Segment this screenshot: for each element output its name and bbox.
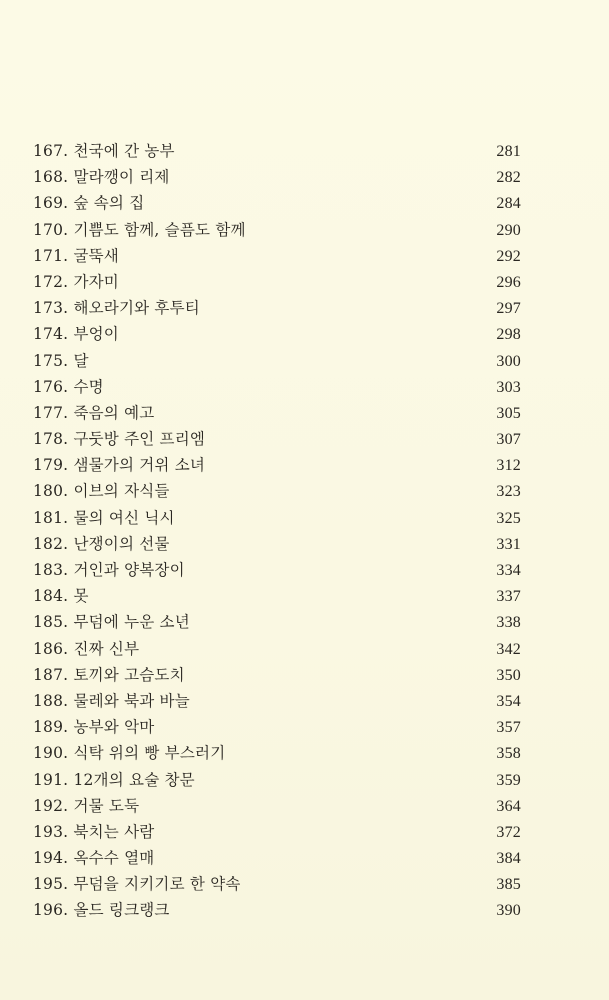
toc-entry-page-number: 357 [496, 719, 521, 737]
toc-entry [33, 793, 521, 819]
toc-entry-page-number: 325 [496, 509, 521, 527]
toc-entry-page-number: 354 [496, 692, 521, 710]
toc-entry-title: 194. 옥수수 열매 [33, 849, 155, 868]
toc-entry-title: 173. 해오라기와 후투티 [33, 299, 200, 318]
toc-entry-page-number: 385 [496, 876, 521, 894]
toc-entry-title: 175. 달 [33, 351, 89, 370]
toc-entry-title: 195. 무덤을 지키기로 한 약속 [33, 875, 241, 894]
toc-entry [33, 164, 521, 190]
toc-entry [33, 374, 521, 400]
toc-entry-page-number: 296 [496, 273, 521, 291]
toc-entry-page-number: 307 [496, 431, 521, 449]
toc-entry-page-number: 384 [496, 850, 521, 868]
toc-entry [33, 269, 521, 295]
toc-entry-title: 168. 말라깽이 리제 [33, 168, 170, 187]
toc-entry-title: 181. 물의 여신 닉시 [33, 508, 175, 527]
toc-entry-page-number: 298 [496, 326, 521, 344]
toc-entry-page-number: 282 [496, 169, 521, 187]
toc-entry [33, 400, 521, 426]
toc-entry-page-number: 350 [496, 666, 521, 684]
toc-entry [33, 190, 521, 216]
toc-entry [33, 478, 521, 504]
toc-entry [33, 295, 521, 321]
toc-entry [33, 688, 521, 714]
toc-entry-title: 169. 숲 속의 집 [33, 194, 145, 213]
toc-entry [33, 662, 521, 688]
toc-entry-page-number: 290 [496, 221, 521, 239]
toc-entry [33, 714, 521, 740]
toc-entry-page-number: 372 [496, 823, 521, 841]
toc-entry-title: 178. 구둣방 주인 프리엠 [33, 430, 206, 449]
toc-entry-page-number: 305 [496, 404, 521, 422]
toc-entry-title: 184. 못 [33, 587, 89, 606]
toc-entry-title: 193. 북치는 사람 [33, 822, 155, 841]
toc-entry-title: 190. 식탁 위의 빵 부스러기 [33, 744, 226, 763]
toc-entry-title: 187. 토끼와 고슴도치 [33, 665, 185, 684]
toc-entry-page-number: 292 [496, 247, 521, 265]
toc-entry [33, 583, 521, 609]
toc-entry [33, 531, 521, 557]
toc-entry [33, 348, 521, 374]
toc-entry-page-number: 359 [496, 771, 521, 789]
toc-entry-page-number: 323 [496, 483, 521, 501]
toc-entry [33, 452, 521, 478]
toc-entry [33, 243, 521, 269]
toc-entry-title: 174. 부엉이 [33, 325, 119, 344]
toc-entry-title: 183. 거인과 양복장이 [33, 561, 185, 579]
toc-entry-page-number: 300 [496, 352, 521, 370]
toc-entry-page-number: 358 [496, 745, 521, 763]
toc-entry-title: 180. 이브의 자식들 [33, 482, 170, 501]
toc-entry [33, 871, 521, 897]
toc-entry [33, 609, 521, 635]
toc-entry [33, 740, 521, 766]
toc-entry [33, 557, 521, 583]
toc-entry-page-number: 331 [496, 535, 521, 553]
toc-entry-title: 196. 올드 링크랭크 [33, 901, 170, 920]
toc-entry-title: 170. 기쁨도 함께, 슬픔도 함께 [33, 220, 246, 239]
toc-entry-title: 172. 가자미 [33, 272, 119, 291]
toc-entry-title: 192. 거물 도둑 [33, 796, 140, 815]
toc-entry [33, 217, 521, 243]
toc-entry [33, 897, 521, 923]
toc-entry-title: 185. 무덤에 누운 소년 [33, 613, 190, 632]
toc-entry-title: 182. 난쟁이의 선물 [33, 534, 170, 553]
toc-entry-title: 179. 샘물가의 거위 소녀 [33, 456, 206, 475]
toc-entry [33, 636, 521, 662]
toc-entry-title: 186. 진짜 신부 [33, 639, 140, 658]
toc-entry-title: 188. 물레와 북과 바늘 [33, 691, 190, 710]
toc-entry-page-number: 303 [496, 378, 521, 396]
toc-entry [33, 321, 521, 347]
toc-entry-page-number: 284 [496, 195, 521, 213]
toc-entry [33, 767, 521, 793]
toc-entry-title: 177. 죽음의 예고 [33, 403, 155, 422]
toc-entry-page-number: 338 [496, 614, 521, 632]
toc-entry-title: 176. 수명 [33, 377, 104, 396]
toc-entry-page-number: 312 [496, 457, 521, 475]
toc-entry-page-number: 390 [496, 902, 521, 920]
toc-entry-page-number: 334 [496, 562, 521, 579]
toc-entry-title: 189. 농부와 악마 [33, 718, 155, 737]
toc-entry-page-number: 281 [496, 143, 521, 160]
toc-entry-page-number: 364 [496, 797, 521, 815]
toc-entry-title: 167. 천국에 간 농부 [33, 142, 175, 160]
table-of-contents [33, 138, 521, 924]
toc-entry-title: 171. 굴뚝새 [33, 246, 119, 265]
toc-entry-page-number: 337 [496, 588, 521, 606]
toc-entry [33, 138, 521, 164]
toc-entry [33, 819, 521, 845]
toc-entry [33, 845, 521, 871]
toc-entry [33, 426, 521, 452]
toc-entry-page-number: 297 [496, 300, 521, 318]
toc-entry [33, 505, 521, 531]
toc-entry-title: 191. 12개의 요술 창문 [33, 770, 195, 789]
toc-entry-page-number: 342 [496, 640, 521, 658]
